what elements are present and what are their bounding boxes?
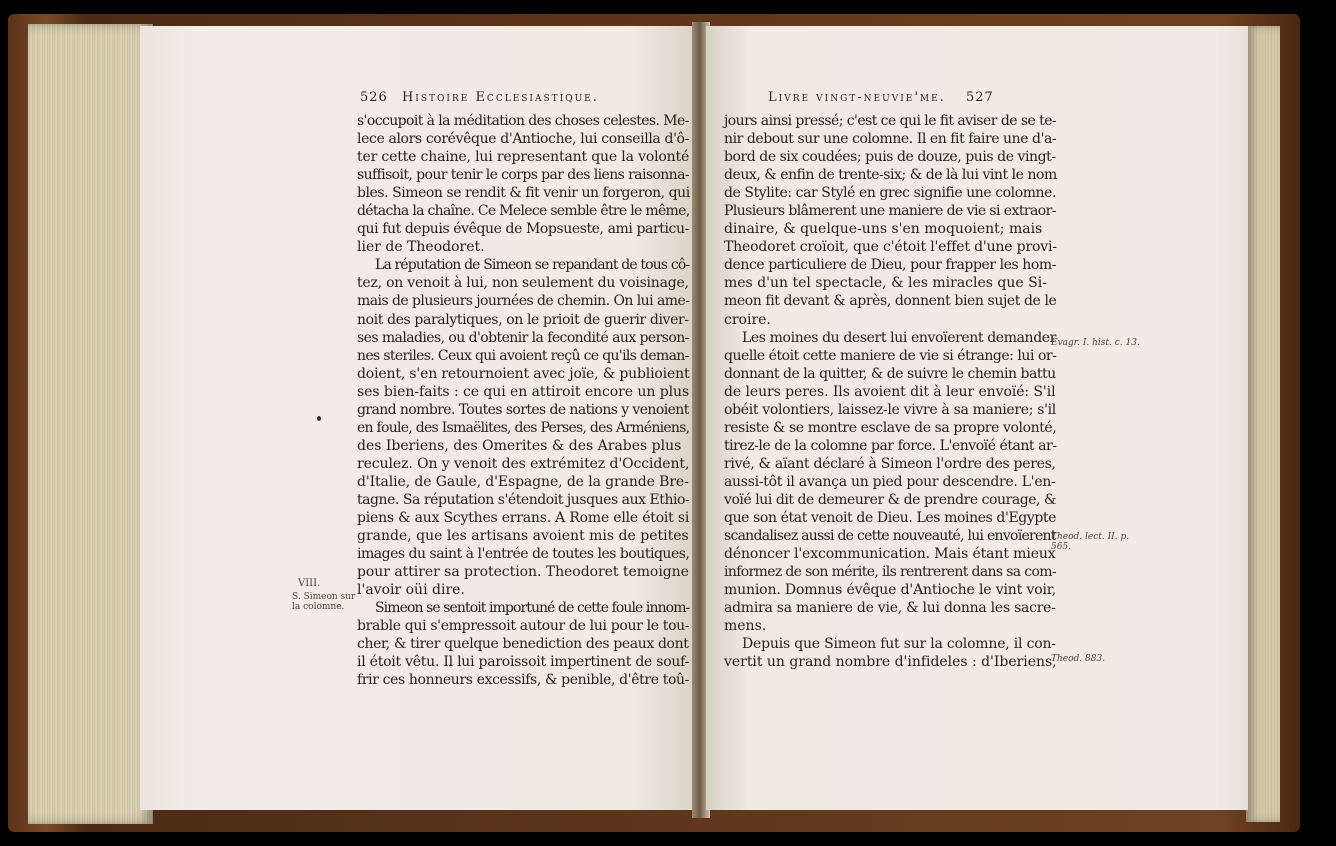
text-line: nes steriles. Ceux qui avoient reçû ce qu'ils deman- (357, 347, 689, 364)
text-line: obéit volontiers, laissez-le vivre à sa maniere; s'il (724, 401, 1056, 418)
text-line: suffisoit, pour tenir le corps par des liens raisonna- (357, 167, 689, 184)
text-line: des Iberiens, des Omerites & des Arabes plus (357, 437, 682, 454)
text-line: d'Italie, de Gaule, d'Espagne, de la grande Bre- (357, 473, 689, 490)
text-line: grand nombre. Toutes sortes de nations y venoient (357, 401, 689, 418)
text-line: lier de Theodoret. (357, 239, 485, 256)
text-line: croire. (724, 311, 771, 328)
text-line: de leurs peres. Ils avoient dit à leur envoïé: S'il (724, 383, 1056, 400)
text-line: images du saint à l'entrée de toutes les boutiques, (357, 546, 690, 563)
margin-note-theodore-1-page: 565. (1051, 542, 1072, 552)
margin-section-number: VIII. (298, 578, 321, 589)
text-line: resiste & se montre esclave de sa propre volonté, (724, 419, 1057, 436)
right-running-head (768, 90, 994, 105)
text-line: Simeon se sentoit importuné de cette foule innom- (375, 600, 690, 617)
text-line: noit des paralytiques, on le prioit de guerir diver- (357, 311, 689, 328)
text-line: nir debout sur une colomne. Il en fit faire une d'a- (724, 131, 1057, 148)
text-line: frir ces honneurs excessifs, & penible, d'être toû- (357, 672, 690, 689)
text-line: qui fut depuis évêque de Mopsueste, ami particu- (357, 221, 689, 238)
text-line: voïé lui dit de demeurer & de prendre courage, & (724, 491, 1057, 508)
text-line: doient, s'en retournoient avec joïe, & publioient (357, 365, 690, 382)
margin-note-theodore-2: Theod. 883. (1051, 654, 1106, 664)
text-line: ses maladies, ou d'obtenir la fecondité aux person- (357, 329, 689, 346)
text-line: admira sa maniere de vie, & lui donna les sacre- (724, 600, 1056, 617)
text-line: que son état venoit de Dieu. Les moines d'Egypte (724, 510, 1057, 527)
text-line: Depuis que Simeon fut sur la colomne, il con- (742, 636, 1056, 653)
text-line: La réputation de Simeon se repandant de tous cô- (375, 257, 690, 274)
right-header-title: Livre vingt-neuvie'me. (768, 90, 946, 105)
text-line: l'avoir oüi dire. (357, 582, 465, 599)
text-line: informez de son mérite, ils rentrerent dans sa com- (724, 564, 1056, 581)
text-line: s'occupoit à la méditation des choses celestes. Me- (357, 113, 689, 129)
text-line: reculez. On y venoit des extrémitez d'Occident, (357, 455, 690, 472)
right-page (706, 26, 1248, 810)
text-line: Les moines du desert lui envoïerent demander (742, 329, 1056, 346)
text-line: tagne. Sa réputation s'étendoit jusques aux Ethio- (357, 491, 690, 508)
text-line: bord de six coudées; puis de douze, puis de vingt- (724, 149, 1056, 166)
text-line: pour attirer sa protection. Theodoret temoigne (357, 564, 689, 581)
text-line: aussi-tôt il avança un pied pour descendre. L'en- (724, 473, 1056, 490)
text-line: Plusieurs blâmerent une maniere de vie si extraor- (724, 203, 1056, 220)
text-line: piens & aux Scythes errans. A Rome elle étoit si (357, 510, 690, 527)
text-line: lece alors corévêque d'Antioche, lui conseilla d'ô- (357, 131, 689, 148)
text-line: dinaire, & quelque-uns s'en moquoient; mais (724, 221, 1043, 238)
text-line: cher, & tirer quelque benediction des peaux dont (357, 636, 689, 653)
text-line: vertit un grand nombre d'infideles : d'Iberiens, (724, 654, 1057, 671)
text-line: scandalisez aussi de cette nouveauté, lui envoïerent (724, 528, 1056, 545)
margin-section-title-2: la colomne. (292, 602, 345, 612)
text-line: tirez-le de la colomne par force. L'envoïé étant ar- (724, 437, 1057, 454)
text-line: Theodoret croïoit, que c'étoit l'effet d'une provi- (724, 239, 1057, 256)
text-line: mes d'un tel spectacle, & les miracles que Si- (724, 275, 1047, 292)
text-line: bles. Simeon se rendit & fit venir un forgeron, qui (357, 185, 690, 202)
text-line: ter cette chaine, lui representant que la volonté (357, 149, 690, 166)
left-body-text (357, 112, 689, 690)
text-line: dénoncer l'excommunication. Mais étant mieux (724, 546, 1056, 563)
text-line: de Stylite: car Stylé en grec signifie une colomne. (724, 185, 1056, 202)
page-edges-right (1246, 26, 1280, 822)
text-line: deux, & enfin de trente-six; & de là lui vint le nom (724, 167, 1057, 184)
text-line: détacha la chaîne. Ce Melece semble être le même, (357, 203, 690, 220)
text-line: jours ainsi pressé; c'est ce qui le fit aviser de se te- (724, 113, 1057, 129)
text-line: il étoit vêtu. Il lui paroissoit impertinent de souf- (357, 654, 690, 671)
page-edges-left (28, 24, 153, 824)
margin-note-evagrius: Evagr. I. hist. c. 13. (1051, 338, 1140, 348)
ink-spot (317, 416, 321, 421)
text-line: rivé, & aïant déclaré à Simeon l'ordre des peres, (724, 455, 1056, 472)
right-body-text (724, 112, 1056, 671)
left-running-head (360, 90, 599, 105)
text-line: donnant de la quitter, & de suivre le chemin battu (724, 365, 1056, 382)
text-line: ses bien-faits : ce qui en attiroit encore un plus (357, 383, 690, 400)
margin-section-title-1: S. Simeon sur (292, 592, 356, 602)
text-line: tez, on venoit à lui, non seulement du voisinage, (357, 275, 689, 292)
left-page (140, 26, 696, 810)
left-header-title: Histoire Ecclesiastique. (401, 90, 599, 105)
left-page-number: 526 (360, 90, 388, 105)
right-page-number: 527 (965, 90, 994, 105)
text-line: mens. (724, 618, 767, 635)
text-line: quelle étoit cette maniere de vie si étrange: lui or- (724, 347, 1057, 364)
text-line: mais de plusieurs journées de chemin. On lui ame- (357, 293, 690, 310)
text-line: dence particuliere de Dieu, pour frapper les hom- (724, 257, 1057, 274)
book (8, 14, 1300, 832)
text-line: meon fit devant & après, donnent bien sujet de le (724, 293, 1057, 310)
text-line: en foule, des Ismaëlites, des Perses, des Arméniens, (357, 419, 690, 436)
text-line: brable qui s'empressoit autour de lui pour le tou- (357, 618, 690, 635)
text-line: grande, que les artisans avoient mis de petites (357, 528, 689, 545)
text-line: munion. Domnus évêque d'Antioche le vint voir, (724, 582, 1057, 599)
margin-note-theodore-1: Theod. lect. II. p. (1051, 532, 1130, 542)
